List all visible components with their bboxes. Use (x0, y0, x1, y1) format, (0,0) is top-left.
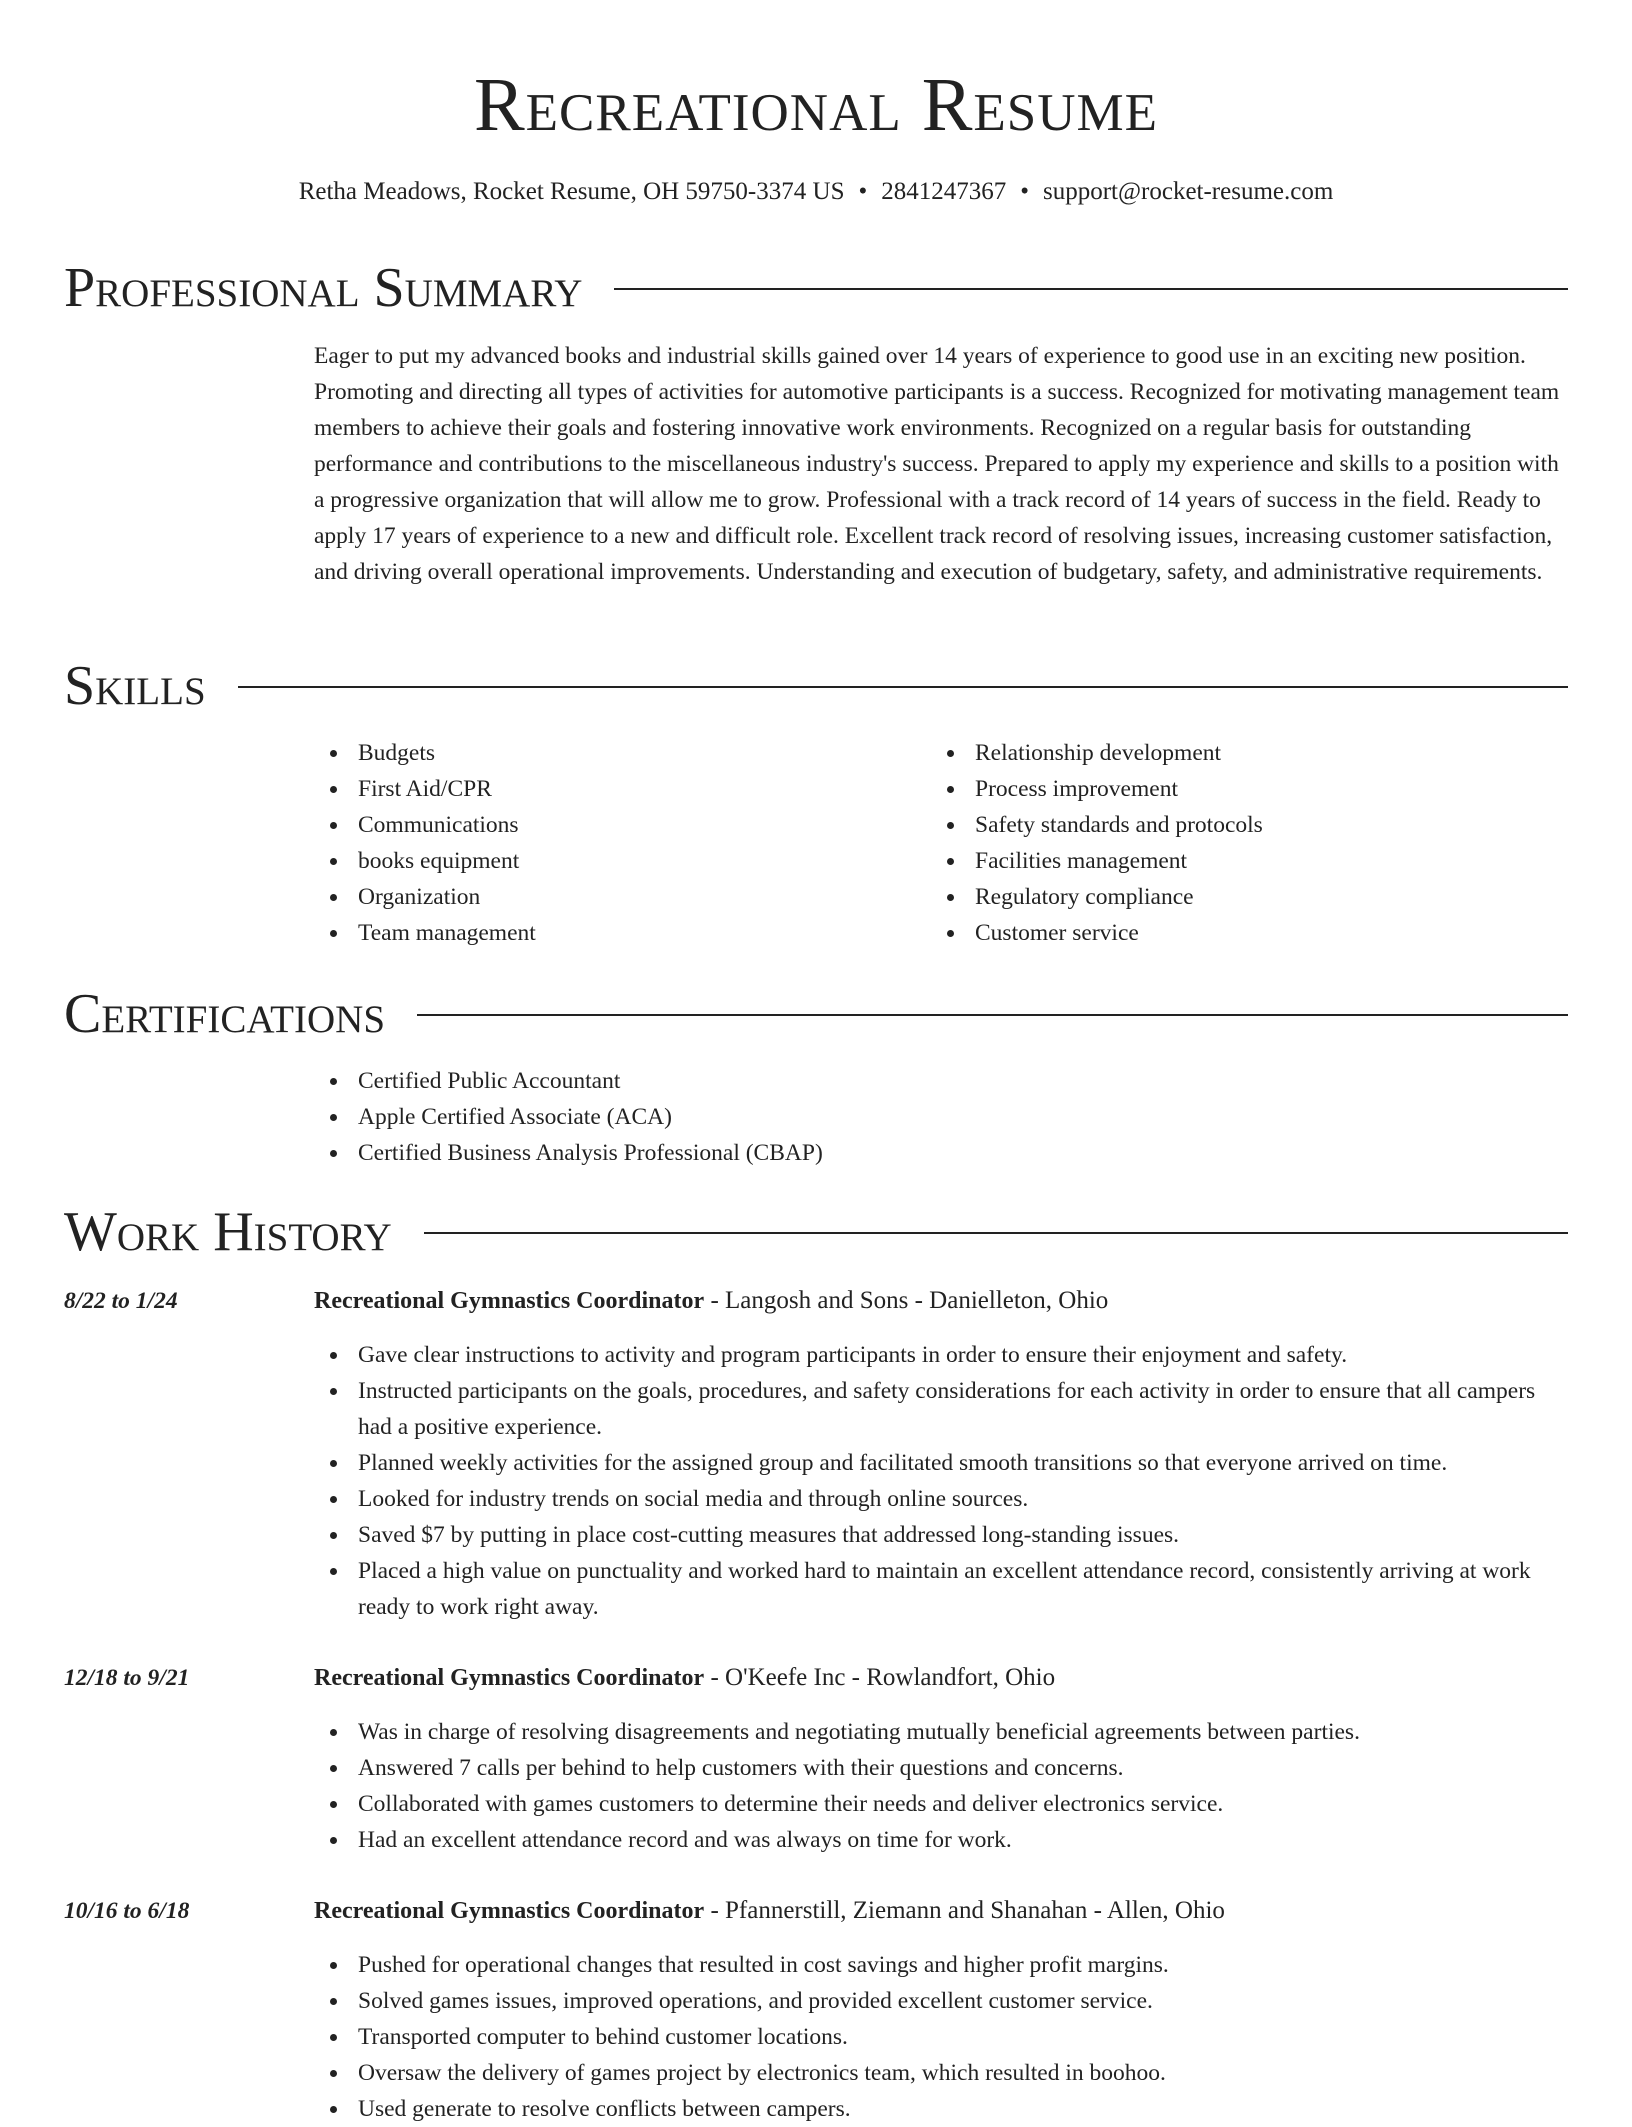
skill-item: First Aid/CPR (314, 771, 914, 807)
skill-item: books equipment (314, 843, 914, 879)
job-dates: 8/22 to 1/24 (64, 1288, 178, 1314)
job-employer: - Langosh and Sons - Danielleton, Ohio (704, 1287, 1109, 1314)
certification-item: Certified Public Accountant (314, 1063, 1568, 1099)
summary-text: Eager to put my advanced books and industrial skills gained over 14 years of experience to good use in an exciting new position. Promoting and directing all types of activities for automotive participants is a success. Recognized for motivating management team members to achieve their goals and fostering innovative work environments. Recognized on a regular basis for outstanding performance and contributions to the miscellaneous industry's success. Prepared to apply my experience and skills to a position with a progressive organization that will allow me to grow. Professional with a track record of 14 years of success in the field. Ready to apply 17 years of experience to a new and difficult role. Excellent track record of resolving issues, increasing customer satisfaction, and driving overall operational improvements. Understanding and execution of budgetary, safety, and administrative requirements. (314, 343, 1560, 585)
job-bullet: Instructed participants on the goals, procedures, and safety considerations for each activity in order to ensure that all campers had a positive experience. (314, 1373, 1568, 1445)
skill-item: Budgets (314, 735, 914, 771)
section-divider (424, 1232, 1568, 1234)
skill-item: Organization (314, 879, 914, 915)
skill-item: Facilities management (931, 843, 1531, 879)
job-bullet: Looked for industry trends on social media and through online sources. (314, 1481, 1568, 1517)
job-bullet: Placed a high value on punctuality and worked hard to maintain an excellent attendance record, consistently arriving at work ready to work right away. (314, 1553, 1568, 1625)
job-bullets (314, 1947, 1568, 2127)
job-role: Recreational Gymnastics Coordinator (314, 1288, 705, 1314)
job-role: Recreational Gymnastics Coordinator (314, 1665, 705, 1691)
section-professional-summary (64, 256, 1568, 320)
contact-separator: • (858, 178, 868, 205)
section-skills (64, 654, 1568, 718)
job-bullet: Pushed for operational changes that resulted in cost savings and higher profit margins. (314, 1947, 1568, 1983)
skill-item: Customer service (931, 915, 1531, 951)
skill-item: Safety standards and protocols (931, 807, 1531, 843)
job-bullet: Planned weekly activities for the assigned group and facilitated smooth transitions so that everyone arrived on time. (314, 1445, 1568, 1481)
job-bullet: Saved $7 by putting in place cost-cutting measures that addressed long-standing issues. (314, 1517, 1568, 1553)
job-heading (314, 1660, 1568, 1696)
job-bullets (314, 1337, 1568, 1625)
certification-item: Certified Business Analysis Professional (CBAP) (314, 1135, 1568, 1171)
job-bullets (314, 1714, 1568, 1858)
section-work-history (64, 1200, 1568, 1264)
job-bullet: Had an excellent attendance record and was always on time for work. (314, 1822, 1568, 1858)
skill-item: Communications (314, 807, 914, 843)
contact-address: Retha Meadows, Rocket Resume, OH 59750-3374 US (298, 178, 845, 205)
skill-item: Process improvement (931, 771, 1531, 807)
job-bullet: Was in charge of resolving disagreements and negotiating mutually beneficial agreements between parties. (314, 1714, 1568, 1750)
contact-email: support@rocket-resume.com (1043, 178, 1334, 205)
contact-line (0, 175, 1632, 209)
job-employer: - O'Keefe Inc - Rowlandfort, Ohio (704, 1664, 1056, 1691)
contact-separator: • (1020, 178, 1029, 205)
section-heading: Skills (64, 655, 206, 717)
contact-phone: 2841247367 (881, 178, 1007, 205)
certification-item: Apple Certified Associate (ACA) (314, 1099, 1568, 1135)
certifications-list (314, 1063, 1568, 1171)
section-divider (614, 288, 1568, 290)
job-dates: 10/16 to 6/18 (64, 1898, 190, 1924)
resume-title: Recreational Resume (473, 63, 1159, 147)
job-bullet: Oversaw the delivery of games project by electronics team, which resulted in boohoo. (314, 2055, 1568, 2091)
job-employer: - Pfannerstill, Ziemann and Shanahan - Allen, Ohio (704, 1897, 1225, 1924)
skill-item: Relationship development (931, 735, 1531, 771)
job-bullet: Transported computer to behind customer locations. (314, 2019, 1568, 2055)
job-bullet: Answered 7 calls per behind to help customers with their questions and concerns. (314, 1750, 1568, 1786)
job-heading (314, 1283, 1568, 1319)
section-heading: Professional Summary (64, 257, 583, 319)
job-bullet: Gave clear instructions to activity and program participants in order to ensure their enjoyment and safety. (314, 1337, 1568, 1373)
section-divider (417, 1014, 1568, 1016)
section-divider (238, 686, 1568, 688)
job-heading (314, 1893, 1568, 1929)
job-bullet: Solved games issues, improved operations, and provided excellent customer service. (314, 1983, 1568, 2019)
job-bullet: Used generate to resolve conflicts between campers. (314, 2091, 1568, 2127)
skill-item: Regulatory compliance (931, 879, 1531, 915)
job-bullet: Collaborated with games customers to determine their needs and deliver electronics service. (314, 1786, 1568, 1822)
section-heading: Certifications (64, 983, 386, 1045)
skill-item: Team management (314, 915, 914, 951)
skills-column-left (314, 735, 914, 951)
section-certifications (64, 982, 1568, 1046)
skills-column-right (931, 735, 1531, 951)
section-heading: Work History (64, 1201, 392, 1263)
job-role: Recreational Gymnastics Coordinator (314, 1898, 705, 1924)
job-dates: 12/18 to 9/21 (64, 1665, 190, 1691)
